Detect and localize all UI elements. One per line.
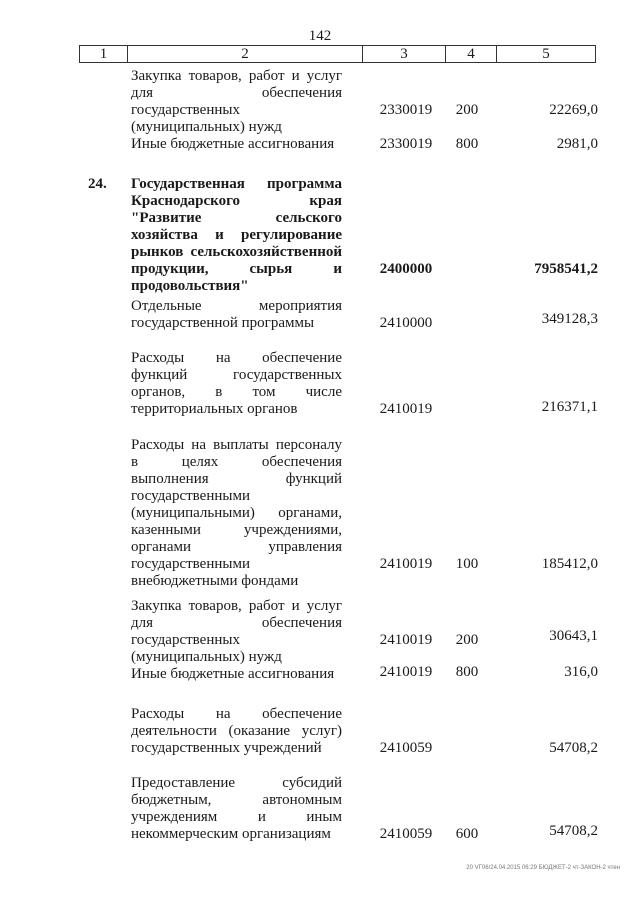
row-name: Закупка товаров, работ и услуг для обеспечения государственных (муниципальных) нужд	[131, 598, 342, 665]
row-csr: 2330019	[379, 102, 433, 118]
row-csr: 2410000	[379, 315, 433, 331]
row-csr: 2410019	[379, 401, 433, 417]
row-vr: 100	[455, 556, 479, 572]
header-col-3: 3	[363, 46, 446, 62]
row-name: Расходы на выплаты персоналу в целях обеспечения выполнения функций государственными (муниципальными) органами, казенными учреждениями, органами управления государственными внебюджетными фондами	[131, 437, 342, 589]
row-name: Расходы на обеспечение деятельности (оказание услуг) государственных учреждений	[131, 706, 342, 756]
row-csr: 2410019	[379, 664, 433, 680]
row-name: Предоставление субсидий бюджетным, автономным учреждениям и иным некоммерческим организациям	[131, 775, 342, 842]
header-col-2: 2	[128, 46, 363, 62]
header-col-1: 1	[80, 46, 128, 62]
row-csr: 2410019	[379, 632, 433, 648]
row-name: Государственная программа Краснодарского края "Развитие сельского хозяйства и регулирование рынков сельскохозяйственной продукции, сырья и продовольствия"	[131, 176, 342, 294]
row-name: Закупка товаров, работ и услуг для обеспечения государственных (муниципальных) нужд	[131, 68, 342, 135]
row-csr: 2400000	[379, 261, 433, 277]
row-name: Иные бюджетные ассигнования	[131, 136, 335, 152]
row-sum: 30643,1	[549, 628, 598, 644]
footer-print-info: 20 VГ06/24.04.2015 06:29 БЮДЖЕТ-2 чт-ЗАКОН-2 чтен	[466, 865, 620, 871]
row-sum: 54708,2	[549, 740, 598, 756]
row-name: Иные бюджетные ассигнования	[131, 666, 335, 682]
header-col-5: 5	[542, 46, 550, 62]
row-vr: 200	[455, 102, 479, 118]
row-sum: 2981,0	[556, 136, 598, 152]
row-sum: 349128,3	[541, 311, 598, 327]
row-sum: 316,0	[564, 664, 598, 680]
row-sum: 185412,0	[541, 556, 598, 572]
row-csr: 2410019	[379, 556, 433, 572]
row-sum: 54708,2	[549, 823, 598, 839]
row-name: Отдельные мероприятия государственной программы	[131, 298, 342, 331]
row-vr: 800	[455, 136, 479, 152]
header-col-4: 4	[446, 46, 497, 62]
row-csr: 2330019	[379, 136, 433, 152]
row-sum: 7958541,2	[534, 261, 598, 277]
row-sum: 216371,1	[541, 399, 598, 415]
row-sum: 22269,0	[549, 102, 598, 118]
row-vr: 800	[455, 664, 479, 680]
row-csr: 2410059	[379, 826, 433, 842]
page-number: 142	[308, 28, 332, 44]
row-vr: 200	[455, 632, 479, 648]
row-number: 24.	[88, 176, 107, 192]
row-name: Расходы на обеспечение функций государственных органов, в том числе территориальных органов	[131, 350, 342, 417]
table-header-row	[79, 45, 596, 63]
row-vr: 600	[455, 826, 479, 842]
row-csr: 2410059	[379, 740, 433, 756]
